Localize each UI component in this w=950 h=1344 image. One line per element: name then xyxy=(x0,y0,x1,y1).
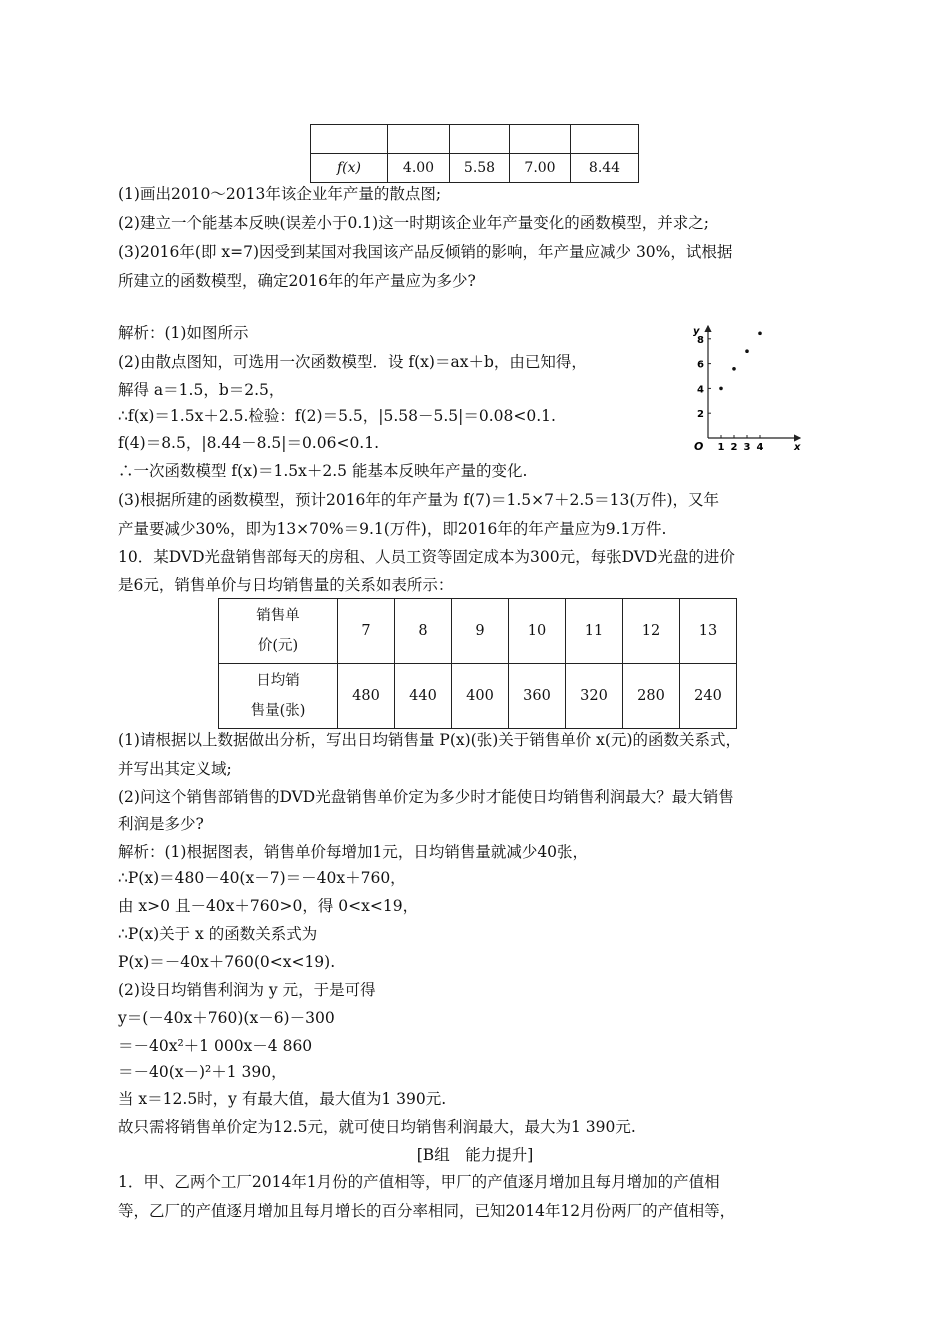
text-line: y＝(－40x＋760)(x－6)－300 xyxy=(118,1009,335,1027)
table-row xyxy=(219,599,737,664)
text-line: 由 x>0 且－40x＋760>0，得 0<x<19， xyxy=(118,897,419,915)
y-tick-label: 2 xyxy=(697,409,704,421)
text-line: (2)问这个销售部销售的DVD光盘销售单价定为多少时才能使日均销售利润最大？最大销售 xyxy=(118,788,734,806)
y-tick-label: 8 xyxy=(697,334,704,346)
text-line: 产量要减少30%，即为13×70%＝9.1(万件)，即2016年的年产量应为9.1万件. xyxy=(118,520,667,538)
data-point xyxy=(732,367,736,371)
text-line: f(4)＝8.5，|8.44－8.5|＝0.06<0.1. xyxy=(118,434,380,452)
x-axis-label: x xyxy=(794,442,801,453)
table-cell: 7.00 xyxy=(510,154,571,183)
table-cell: 9 xyxy=(452,599,509,664)
text-line: 故只需将销售单价定为12.5元，就可使日均销售利润最大，最大为1 390元. xyxy=(118,1118,636,1136)
table-cell: 10 xyxy=(509,599,566,664)
text-line: 并写出其定义域; xyxy=(118,760,232,778)
text-line: 所建立的函数模型，确定2016年的年产量应为多少? xyxy=(118,272,476,290)
table-cell: 13 xyxy=(680,599,737,664)
table-cell: f(x) xyxy=(311,154,388,183)
table-cell: 5.58 xyxy=(450,154,510,183)
section-title: [B组 能力提升] xyxy=(416,1146,534,1164)
text-line: (1)画出2010～2013年该企业年产量的散点图; xyxy=(118,185,442,203)
table-row xyxy=(311,125,639,154)
y-axis-label: y xyxy=(693,326,700,337)
text-line: 解析：(1)根据图表，销售单价每增加1元，日均销售量就减少40张， xyxy=(118,843,589,861)
text-line: (3)2016年(即 x=7)因受到某国对我国该产品反倾销的影响，年产量应减少 30%，试根据 xyxy=(118,243,733,261)
text-line: 解析：(1)如图所示 xyxy=(118,324,249,342)
row-header-line: 售量(张) xyxy=(250,703,306,719)
text-line: 1．甲、乙两个工厂2014年1月份的产值相等，甲厂的产值逐月增加且每月增加的产值相 xyxy=(118,1173,720,1191)
table-cell: 4.00 xyxy=(388,154,450,183)
table-cell: 280 xyxy=(623,664,680,729)
text-line: (1)请根据以上数据做出分析，写出日均销售量 P(x)(张)关于销售单价 x(元)的函数关系式， xyxy=(118,731,742,749)
text-line: ∴P(x)关于 x 的函数关系式为 xyxy=(118,925,318,943)
text-line: 当 x＝12.5时，y 有最大值，最大值为1 390元. xyxy=(118,1090,447,1108)
row-header-line: 日均销 xyxy=(256,673,300,689)
data-point xyxy=(745,349,749,353)
table-cell: 8.44 xyxy=(571,154,639,183)
row-header-line: 价(元) xyxy=(257,638,299,654)
x-tick-label: 3 xyxy=(743,442,751,453)
y-tick-label: 6 xyxy=(697,359,704,371)
text-line: 10．某DVD光盘销售部每天的房租、人员工资等固定成本为300元，每张DVD光盘的进价 xyxy=(118,548,735,566)
text-line: ＝－40(x－)²＋1 390， xyxy=(118,1063,287,1081)
text-line: ∴一次函数模型 f(x)＝1.5x＋2.5 能基本反映年产量的变化. xyxy=(118,462,528,480)
y-tick-label: 4 xyxy=(697,384,704,396)
data-point xyxy=(758,332,762,336)
table-cell: 12 xyxy=(623,599,680,664)
sales-table xyxy=(218,598,737,729)
text-line: 解得 a＝1.5，b＝2.5， xyxy=(118,381,285,399)
data-point xyxy=(719,387,723,391)
table-cell: 400 xyxy=(452,664,509,729)
text-line: 利润是多少? xyxy=(118,815,204,833)
row-header-line: 销售单 xyxy=(256,608,300,624)
row-header xyxy=(219,599,338,664)
text-line: (3)根据所建的函数模型，预计2016年的年产量为 f(7)＝1.5×7＋2.5＝13(万件)，又年 xyxy=(118,491,719,509)
text-line: (2)由散点图知，可选用一次函数模型．设 f(x)＝ax＋b，由已知得， xyxy=(118,353,587,371)
text-line: ∴P(x)＝480－40(x－7)＝－40x＋760， xyxy=(118,869,406,887)
table-cell: 7 xyxy=(338,599,395,664)
text-line: ∴f(x)＝1.5x＋2.5.检验：f(2)＝5.5，|5.58－5.5|＝0.08<0.1. xyxy=(118,407,556,425)
table-cell: 8 xyxy=(395,599,452,664)
origin-label: O xyxy=(694,440,704,453)
production-table xyxy=(310,124,639,183)
table-cell: 480 xyxy=(338,664,395,729)
table-cell: 240 xyxy=(680,664,737,729)
table-cell: 440 xyxy=(395,664,452,729)
scatter-chart xyxy=(690,322,805,457)
text-line: 是6元，销售单价与日均销售量的关系如表所示： xyxy=(118,576,454,594)
table-cell: 320 xyxy=(566,664,623,729)
text-line: (2)建立一个能基本反映(误差小于0.1)这一时期该企业年产量变化的函数模型，并求之; xyxy=(118,214,709,232)
table-cell: 11 xyxy=(566,599,623,664)
table-row xyxy=(219,664,737,729)
text-line: 等，乙厂的产值逐月增加且每月增长的百分率相同，已知2014年12月份两厂的产值相等， xyxy=(118,1202,736,1220)
x-tick-label: 4 xyxy=(756,442,764,453)
x-tick-label: 1 xyxy=(717,442,725,453)
table-row xyxy=(311,154,639,183)
text-line: (2)设日均销售利润为 y 元，于是可得 xyxy=(118,981,376,999)
x-tick-label: 2 xyxy=(730,442,738,453)
text-line: P(x)＝－40x＋760(0<x<19). xyxy=(118,953,336,971)
row-header xyxy=(219,664,338,729)
table-cell: 360 xyxy=(509,664,566,729)
text-line: ＝－40x²＋1 000x－4 860 xyxy=(118,1037,313,1055)
